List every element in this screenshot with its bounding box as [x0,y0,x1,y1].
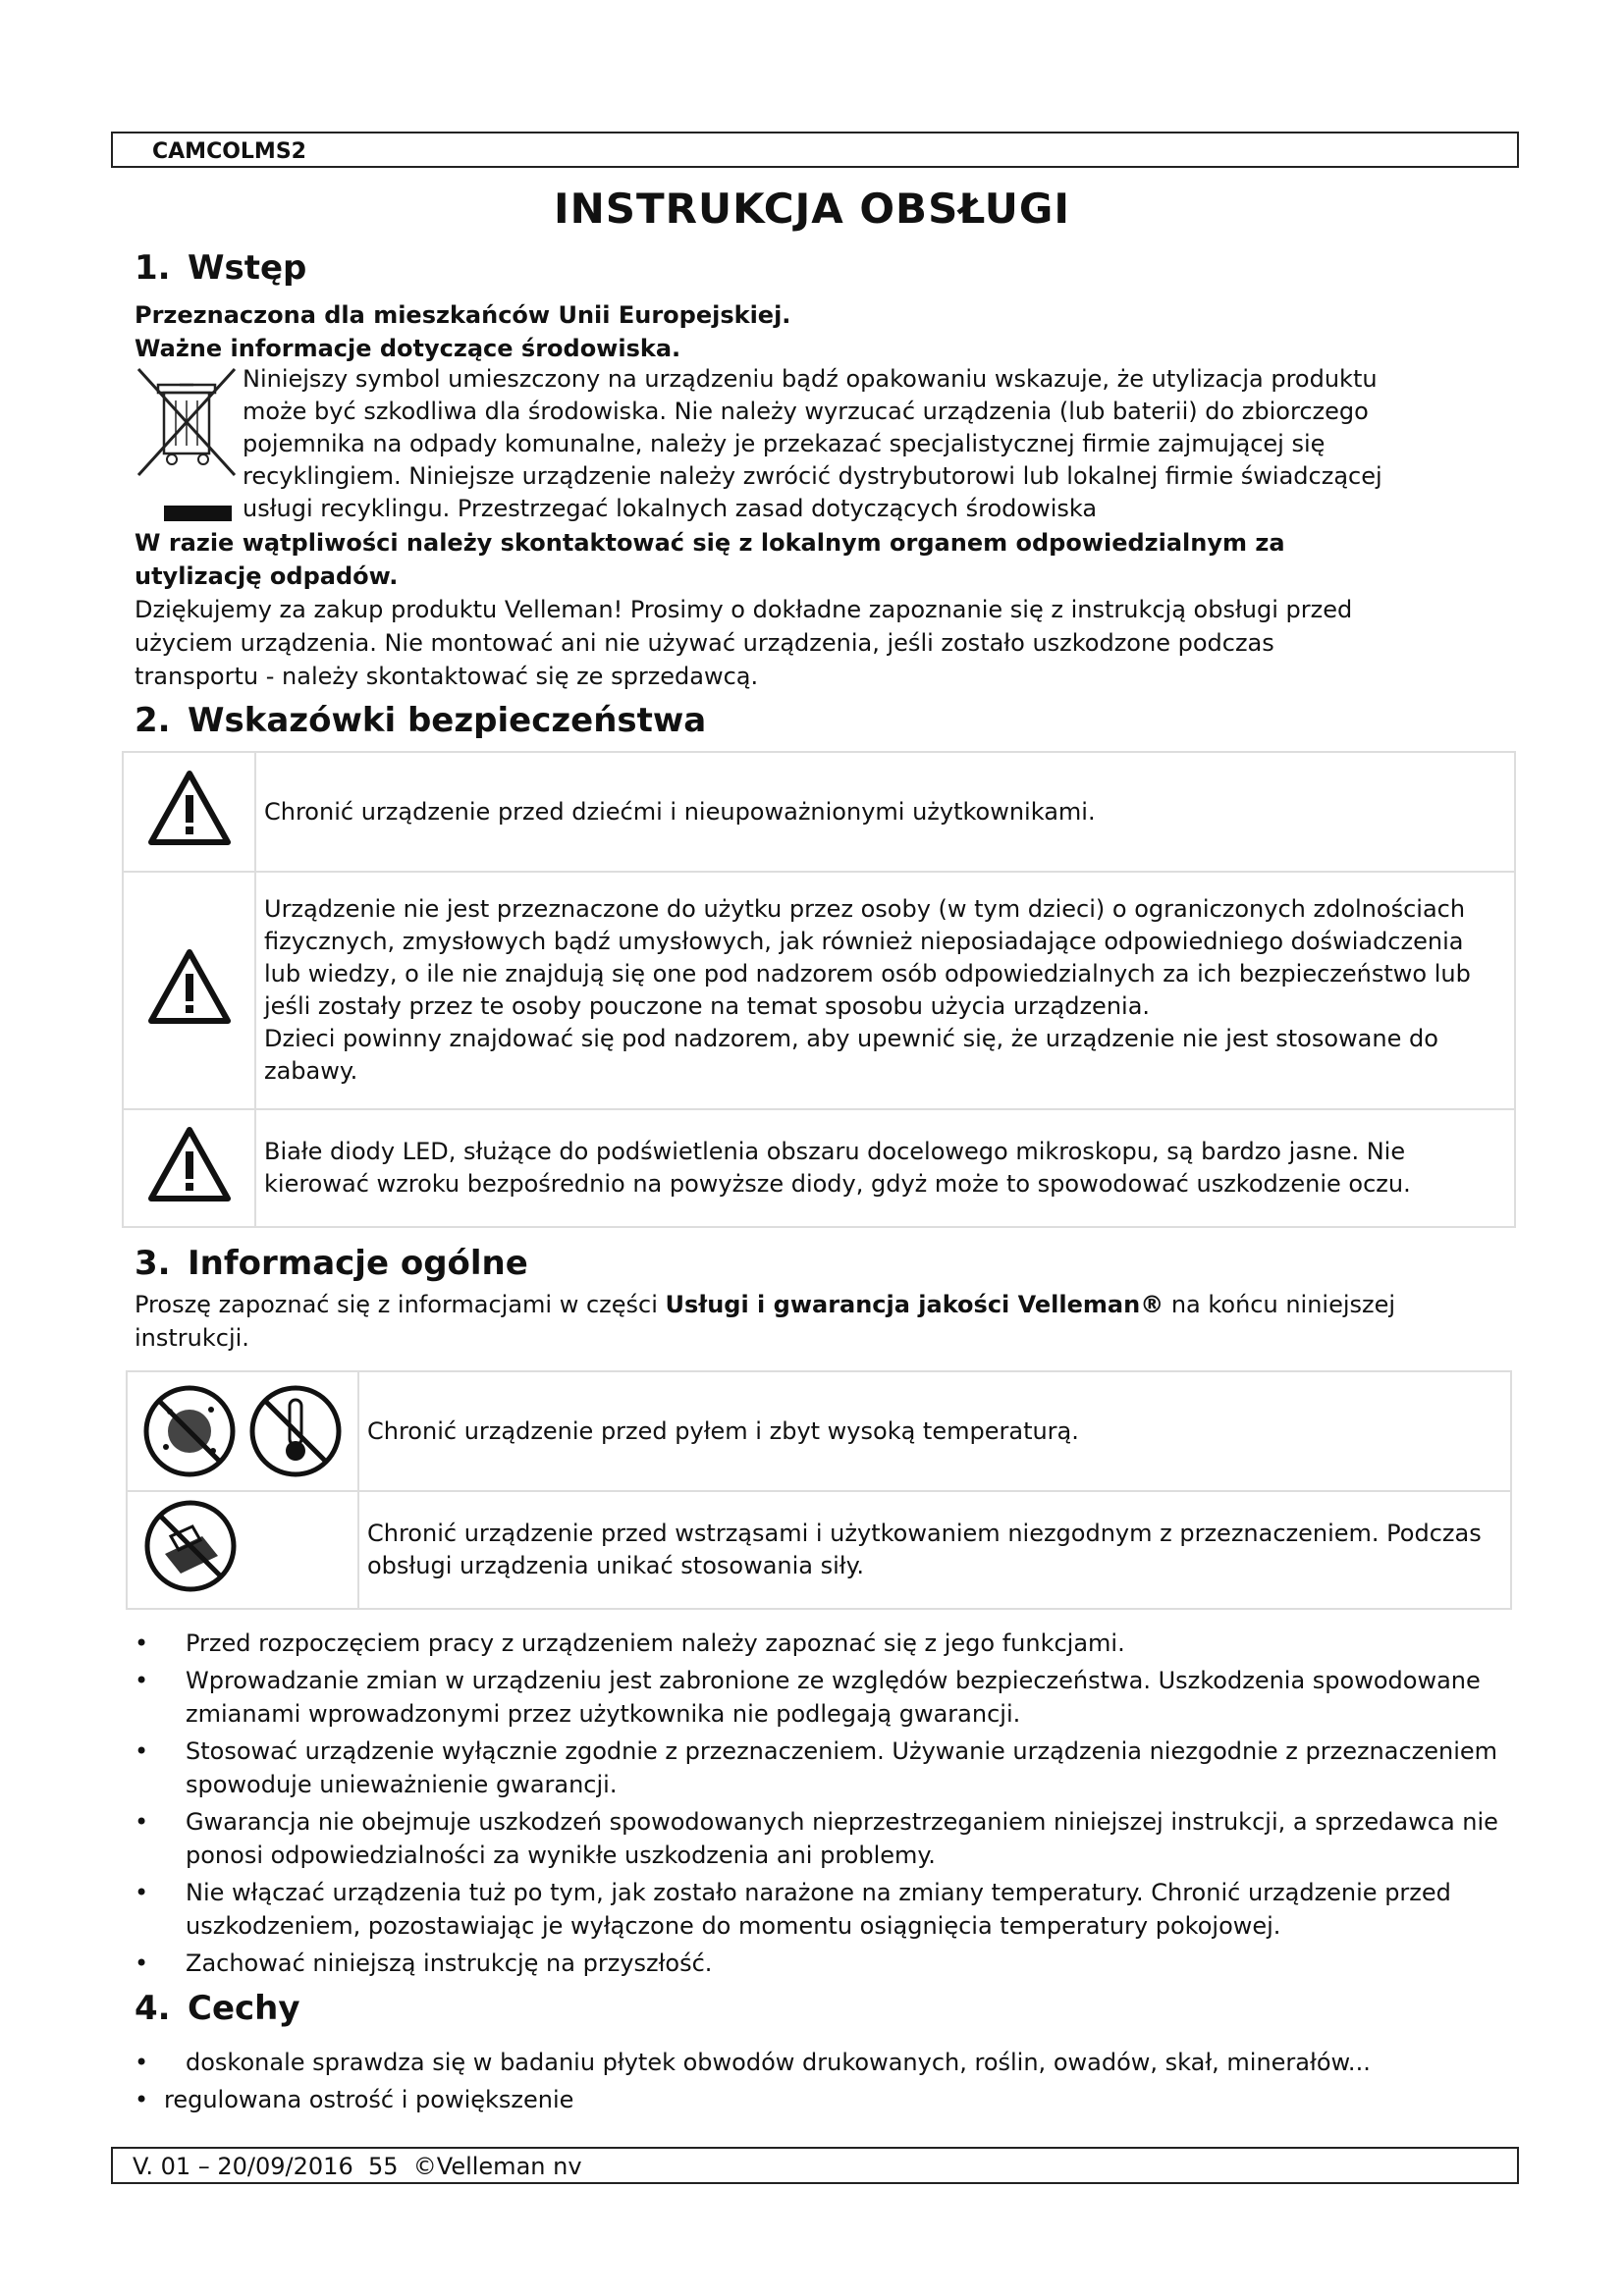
safety-icon-cell [123,1109,255,1227]
section-3-heading [135,1244,528,1283]
safety-icon-cell [123,872,255,1109]
section-3-number: 3. [135,1244,171,1283]
list-item: • Wprowadzanie zmian w urządzeniu jest zabronione ze względów bezpieczeństwa. Uszkodzenia spowodowane zmianami wprowadzonymi przez użytkownika nie podlegają gwarancji. [135,1664,1509,1731]
safety-table [122,751,1516,1228]
general-row [127,1371,1511,1491]
safety-text-cell [255,872,1515,1109]
header-box [111,132,1519,168]
section-1-number: 1. [135,248,171,288]
doubt-notice [135,526,1509,593]
recycling-line: usługi recyklingu. Przestrzegać lokalnych zasad dotyczących środowiska [243,495,1098,522]
general-intro [135,1288,1401,1355]
general-table [126,1370,1512,1610]
recycling-line: recyklingiem. Niniejsze urządzenie należy zwrócić dystrybutorowi lub lokalnej firmie świadczącej [243,462,1382,490]
list-item: • regulowana ostrość i powiększenie [135,2083,1509,2116]
section-2-heading [135,701,706,740]
warranty-reference: Usługi i gwarancja jakości Velleman® [665,1291,1164,1318]
safety-text: Chronić urządzenie przed dziećmi i nieupoważnionymi użytkownikami. [255,752,1515,872]
section-4-heading [135,1989,300,2028]
safety-row [123,752,1515,872]
thanks-line: użyciem urządzenia. Nie montować ani nie używać urządzenia, jeśli zostało uszkodzone podczas [135,629,1274,657]
list-item: • Przed rozpoczęciem pracy z urządzeniem należy zapoznać się z jego funkcjami. [135,1627,1509,1660]
section-2-title: Wskazówki bezpieczeństwa [188,701,707,740]
thanks-line: Dziękujemy za zakup produktu Velleman! Prosimy o dokładne zapoznanie się z instrukcją obsługi przed [135,596,1353,623]
safety-text: Białe diody LED, służące do podświetlenia obszaru docelowego mikroskopu, są bardzo jasne. Nie kierować wzroku bezpośrednio na powyższe diody, gdyż może to spowodować uszkodzenie oczu. [255,1109,1515,1227]
recycling-line: może być szkodliwa dla środowiska. Nie należy wyrzucać urządzenia (lub baterii) do zbiorczego [243,398,1369,425]
safety-text-children: Dzieci powinny znajdować się pod nadzorem, aby upewnić się, że urządzenie nie jest stosowane do zabawy. [264,1025,1438,1085]
intro-text: Proszę zapoznać się z informacjami w części [135,1291,666,1318]
crossed-bin-icon [133,365,241,493]
section-4-number: 4. [135,1989,171,2028]
eu-note: Przeznaczona dla mieszkańców Unii Europejskiej. [135,301,791,329]
env-note: Ważne informacje dotyczące środowiska. [135,335,681,362]
no-dust-icon [140,1382,239,1480]
thanks-paragraph [135,593,1509,693]
list-item: • doskonale sprawdza się w badaniu płytek obwodów drukowanych, roślin, owadów, skał, minerałów... [135,2046,1509,2079]
safety-icon-cell [123,752,255,872]
footer-text: V. 01 – 20/09/2016 55 ©Velleman nv [133,2153,582,2180]
no-shock-icon [132,1497,249,1595]
footer-box [111,2147,1519,2184]
general-icon-cell [127,1371,358,1491]
safety-row [123,872,1515,1109]
section-1-heading [135,248,306,288]
no-heat-icon [246,1382,345,1480]
warning-triangle-icon [147,770,232,846]
safety-row [123,1109,1515,1227]
doubt-line: utylizację odpadów. [135,562,399,590]
list-item: • Gwarancja nie obejmuje uszkodzeń spowodowanych nieprzestrzeganiem niniejszej instrukcji, a sprzedawca nie ponosi odpowiedzialności za wynikłe uszkodzenia ani problemy. [135,1805,1509,1872]
features-bullet-list [135,2046,1509,2120]
section-1-title: Wstęp [188,248,307,288]
general-bullet-list [135,1627,1509,1984]
section-3-title: Informacje ogólne [188,1244,528,1283]
thanks-line: transportu - należy skontaktować się ze sprzedawcą. [135,663,759,690]
list-item: • Stosować urządzenie wyłącznie zgodnie z przeznaczeniem. Używanie urządzenia niezgodnie z przeznaczeniem spowoduje unieważnienie gwarancji. [135,1735,1509,1801]
section-2-number: 2. [135,701,171,740]
intro-text-end: na końcu niniejszej instrukcji. [135,1291,1396,1352]
black-bar-symbol [164,506,232,521]
general-row [127,1491,1511,1609]
recycling-notice [243,363,1509,525]
warning-triangle-icon [147,1126,232,1202]
list-item: • Nie włączać urządzenia tuż po tym, jak zostało narażone na zmiany temperatury. Chronić urządzenie przed uszkodzeniem, pozostawiając je wyłączone do momentu osiągnięcia temperatury pokojowej. [135,1876,1509,1943]
warning-triangle-icon [147,948,232,1025]
page-title: INSTRUKCJA OBSŁUGI [554,185,1070,233]
general-text: Chronić urządzenie przed pyłem i zbyt wysoką temperaturą. [358,1371,1511,1491]
recycling-line: Niniejszy symbol umieszczony na urządzeniu bądź opakowaniu wskazuje, że utylizacja produktu [243,365,1378,393]
section-4-title: Cechy [188,1989,300,2028]
general-icon-cell [127,1491,358,1609]
safety-text: Urządzenie nie jest przeznaczone do użytku przez osoby (w tym dzieci) o ograniczonych zdolnościach fizycznych, zmysłowych bądź umysłowych, jak również nieposiadające odpowiedniego doświadczenia lub wiedzy, o ile nie znajdują się one pod nadzorem osób odpowiedzialnych za ich bezpieczeństwo lub jeśli zostały przez te osoby pouczone na temat sposobu użycia urządzenia. [264,895,1471,1020]
list-item: • Zachować niniejszą instrukcję na przyszłość. [135,1947,1509,1980]
general-text: Chronić urządzenie przed wstrząsami i użytkowaniem niezgodnym z przeznaczeniem. Podczas obsługi urządzenia unikać stosowania siły. [358,1491,1511,1609]
recycling-line: pojemnika na odpady komunalne, należy je przekazać specjalistycznej firmie zajmującej się [243,430,1326,457]
doubt-line: W razie wątpliwości należy skontaktować się z lokalnym organem odpowiedzialnym za [135,529,1285,557]
model-code: CAMCOLMS2 [152,139,306,164]
